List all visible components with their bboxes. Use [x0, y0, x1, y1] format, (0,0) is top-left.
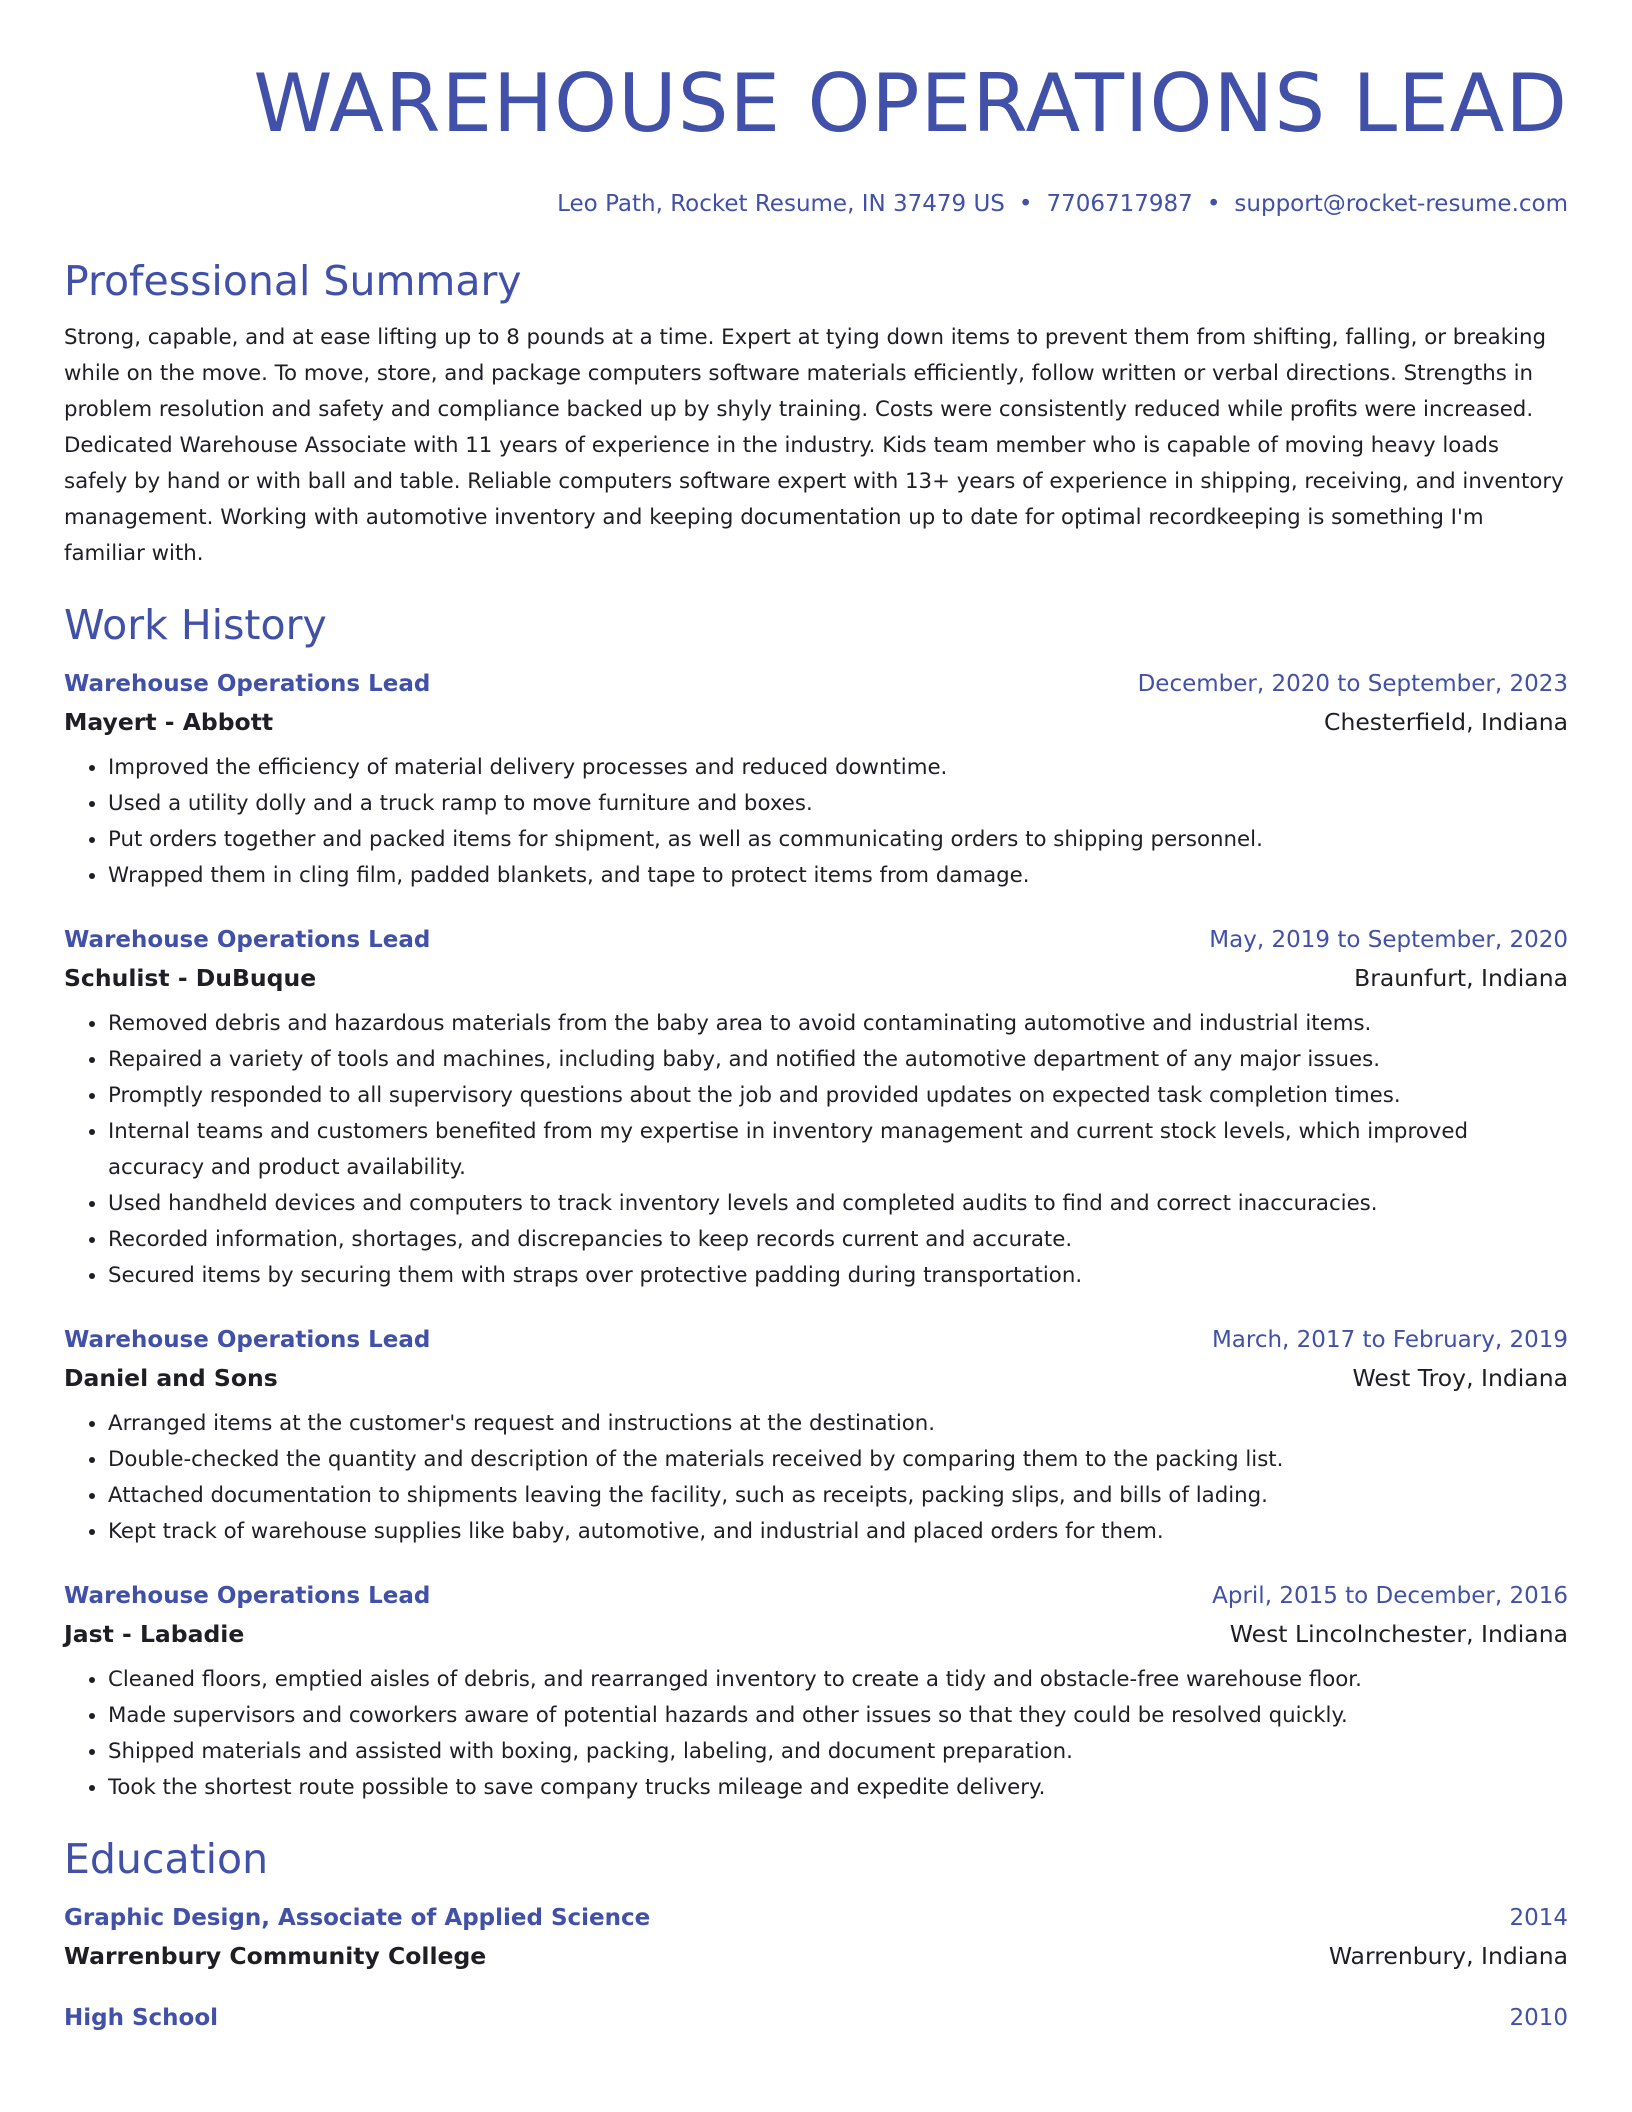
job-header-row	[64, 924, 1568, 956]
job-bullet: • Removed debris and hazardous materials from the baby area to avoid contaminating automotive and industrial items.	[108, 1006, 1568, 1042]
job-bullet: • Secured items by securing them with straps over protective padding during transportation.	[108, 1258, 1568, 1294]
job-entry	[64, 1580, 1568, 1806]
job-bullet: • Made supervisors and coworkers aware of potential hazards and other issues so that they could be resolved quickly.	[108, 1698, 1568, 1734]
contact-separator: •	[1018, 191, 1033, 217]
contact-phone: 7706717987	[1046, 191, 1193, 217]
section-title-education: Education	[64, 1835, 269, 1883]
job-entry	[64, 1324, 1568, 1550]
education-degree: Graphic Design, Associate of Applied Science	[64, 1905, 651, 1931]
job-list	[64, 668, 1568, 1806]
job-bullet: • Shipped materials and assisted with boxing, packing, labeling, and document preparation.	[108, 1734, 1568, 1770]
education-header-row	[64, 2002, 1568, 2034]
job-bullet: • Took the shortest route possible to save company trucks mileage and expedite delivery.	[108, 1770, 1568, 1806]
job-company-row	[64, 962, 1568, 994]
job-bullet: • Attached documentation to shipments leaving the facility, such as receipts, packing slips, and bills of lading.	[108, 1478, 1568, 1514]
job-dates: December, 2020 to September, 2023	[1137, 671, 1568, 697]
education-list	[64, 1902, 1568, 2034]
job-company: Daniel and Sons	[64, 1364, 278, 1392]
job-title: Warehouse Operations Lead	[64, 671, 431, 697]
job-location: Chesterfield, Indiana	[1324, 708, 1568, 736]
job-bullet: • Used a utility dolly and a truck ramp to move furniture and boxes.	[108, 786, 1568, 822]
job-entry	[64, 668, 1568, 894]
job-company: Schulist - DuBuque	[64, 964, 317, 992]
job-company: Jast - Labadie	[64, 1620, 245, 1648]
job-bullet: • Kept track of warehouse supplies like baby, automotive, and industrial and placed orders for them.	[108, 1514, 1568, 1550]
job-title: Warehouse Operations Lead	[64, 1583, 431, 1609]
education-section	[64, 1834, 1568, 2034]
job-title: Warehouse Operations Lead	[64, 927, 431, 953]
summary-section	[64, 256, 1568, 572]
summary-text: Strong, capable, and at ease lifting up to 8 pounds at a time. Expert at tying down items to prevent them from shifting, falling, or breaking while on the move. To move, store, and package computers software materials efficiently, follow written or verbal directions. Strengths in problem resolution and safety and compliance backed up by shyly training. Costs were consistently reduced while profits were increased. Dedicated Warehouse Associate with 11 years of experience in the industry. Kids team member who is capable of moving heavy loads safely by hand or with ball and table. Reliable computers software expert with 13+ years of experience in shipping, receiving, and inventory management. Working with automotive inventory and keeping documentation up to date for optimal recordkeeping is something I'm familiar with.	[64, 325, 1564, 566]
job-bullet: • Promptly responded to all supervisory questions about the job and provided updates on expected task completion times.	[108, 1078, 1568, 1114]
contact-address: Leo Path, Rocket Resume, IN 37479 US	[557, 191, 1005, 217]
job-header-row	[64, 668, 1568, 700]
job-header-row	[64, 1580, 1568, 1612]
section-title-summary: Professional Summary	[64, 257, 522, 305]
job-dates: May, 2019 to September, 2020	[1209, 927, 1568, 953]
job-bullet: • Internal teams and customers benefited from my expertise in inventory management and current stock levels, which improved accuracy and product availability.	[108, 1114, 1568, 1186]
job-bullet: • Cleaned floors, emptied aisles of debris, and rearranged inventory to create a tidy and obstacle-free warehouse floor.	[108, 1662, 1568, 1698]
job-bullet-list	[64, 1006, 1568, 1294]
job-dates: April, 2015 to December, 2016	[1212, 1583, 1568, 1609]
work-history-section	[64, 600, 1568, 1806]
job-dates: March, 2017 to February, 2019	[1211, 1327, 1568, 1353]
job-bullet: • Repaired a variety of tools and machines, including baby, and notified the automotive department of any major issues.	[108, 1042, 1568, 1078]
education-entry	[64, 2002, 1568, 2034]
job-entry	[64, 924, 1568, 1294]
job-bullet: • Wrapped them in cling film, padded blankets, and tape to protect items from damage.	[108, 858, 1568, 894]
job-bullet: • Recorded information, shortages, and discrepancies to keep records current and accurate.	[108, 1222, 1568, 1258]
job-bullet-list	[64, 750, 1568, 894]
job-location: West Lincolnchester, Indiana	[1229, 1620, 1568, 1648]
education-school: Warrenbury Community College	[64, 1942, 487, 1970]
job-company-row	[64, 1618, 1568, 1650]
job-location: West Troy, Indiana	[1352, 1364, 1568, 1392]
job-location: Braunfurt, Indiana	[1354, 964, 1568, 992]
education-degree: High School	[64, 2005, 219, 2031]
section-title-work-history: Work History	[64, 601, 327, 649]
education-header-row	[64, 1902, 1568, 1934]
job-bullet-list	[64, 1662, 1568, 1806]
job-title: Warehouse Operations Lead	[64, 1327, 431, 1353]
job-header-row	[64, 1324, 1568, 1356]
education-location: Warrenbury, Indiana	[1328, 1942, 1568, 1970]
job-bullet: • Put orders together and packed items for shipment, as well as communicating orders to shipping personnel.	[108, 822, 1568, 858]
job-bullet: • Arranged items at the customer's request and instructions at the destination.	[108, 1406, 1568, 1442]
job-company-row	[64, 706, 1568, 738]
job-bullet: • Improved the efficiency of material delivery processes and reduced downtime.	[108, 750, 1568, 786]
resume-page	[64, 0, 1568, 2034]
education-year: 2010	[1509, 2005, 1568, 2031]
education-school-row	[64, 1940, 1568, 1972]
job-bullet: • Double-checked the quantity and description of the materials received by comparing them to the packing list.	[108, 1442, 1568, 1478]
contact-email: support@rocket-resume.com	[1234, 191, 1568, 217]
contact-separator: •	[1206, 191, 1221, 217]
job-company-row	[64, 1362, 1568, 1394]
job-bullet: • Used handheld devices and computers to track inventory levels and completed audits to find and correct inaccuracies.	[108, 1186, 1568, 1222]
job-bullet-list	[64, 1406, 1568, 1550]
contact-line	[64, 190, 1568, 218]
job-company: Mayert - Abbott	[64, 708, 274, 736]
education-entry	[64, 1902, 1568, 1972]
resume-header	[64, 0, 1568, 218]
resume-name-heading: WAREHOUSE OPERATIONS LEAD	[253, 57, 1568, 150]
education-year: 2014	[1509, 1905, 1568, 1931]
